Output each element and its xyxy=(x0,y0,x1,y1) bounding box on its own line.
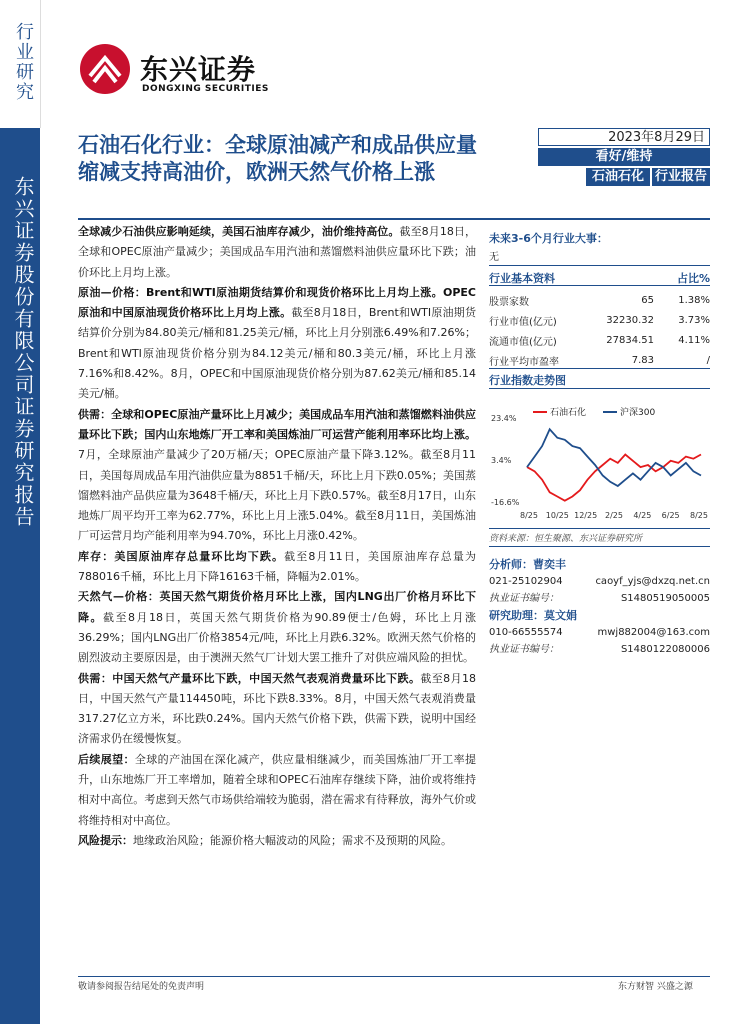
chart-source: 资料来源：恒生聚源、东兴证券研究所 xyxy=(489,534,643,544)
company-label: 东兴证券股份有限公司证券研究报告 xyxy=(11,176,35,528)
y-tick-label: 23.4% xyxy=(491,414,517,423)
paragraph-text: 截至8月11日，美国原油库存总量为788016千桶，环比上月下降16163千桶，降幅为2.01%。 xyxy=(78,549,476,584)
analyst-name: 曹奕丰 xyxy=(533,558,566,571)
header-divider xyxy=(78,218,710,220)
row-share: 1.38% xyxy=(678,294,710,306)
analyst-email[interactable]: mwj882004@163.com xyxy=(597,627,710,638)
analyst-name-row xyxy=(489,556,710,573)
analyst-email[interactable]: caoyf_yjs@dxzq.net.cn xyxy=(595,576,710,587)
y-tick-label: 3.4% xyxy=(491,456,512,465)
row-label: 行业市值(亿元) xyxy=(489,316,557,328)
logo-text-en: DONGXING SECURITIES xyxy=(142,84,269,94)
body-paragraph xyxy=(78,547,476,588)
series-line xyxy=(527,429,701,486)
row-label: 股票家数 xyxy=(489,296,529,308)
row-label: 流通市值(亿元) xyxy=(489,336,557,348)
analyst-card xyxy=(489,556,710,607)
category-label: 行业研究 xyxy=(13,22,34,102)
x-tick-label: 8/25 xyxy=(520,511,538,520)
row-value: 32230.32 xyxy=(606,314,654,326)
body-paragraph xyxy=(78,750,476,831)
paragraph-lead: 后续展望： xyxy=(78,752,135,766)
x-tick-label: 4/25 xyxy=(633,511,652,520)
paragraph-text: 截至8月18日，全球和OPEC原油产量减少；美国成品车用汽油和蒸馏燃料油供应量环比下跌；油价环比上月均上涨。 xyxy=(78,225,476,279)
report-type-tag: 行业报告 xyxy=(652,168,710,186)
paragraph-lead: 天然气—价格：英国天然气期货价格月环比上涨，国内LNG出厂价格月环比下降。 xyxy=(78,590,476,624)
body-paragraph xyxy=(78,587,476,668)
row-share: / xyxy=(706,354,710,366)
chart-legend xyxy=(533,406,655,418)
legend-label: 石油石化 xyxy=(550,408,587,418)
legend-label: 沪深300 xyxy=(620,408,656,418)
analyst-cert-row xyxy=(489,590,710,607)
row-value: 7.83 xyxy=(631,354,654,366)
row-value: 27834.51 xyxy=(606,334,654,346)
sidebar-divider xyxy=(489,368,710,369)
analyst-cert-row xyxy=(489,641,710,658)
paragraph-text: 地缘政治风险；能源价格大幅波动的风险；需求不及预期的风险。 xyxy=(133,833,452,847)
paragraph-lead: 全球减少石油供应影响延续，美国石油库存减少，油价维持高位。 xyxy=(78,225,400,238)
paragraph-text: 截至8月18日，Brent和WTI原油期货结算价分别为84.80美元/桶和81.25美元/桶，环比上月分别涨6.49%和7.26%；Brent和WTI原油现货价格分别为84.12美元/桶和80.3美元/桶，环比上月涨7.16%和8.42%。8月，OPEC和中国原油现货价格分别为87.62美元/桶和85.14美元/桶。 xyxy=(78,306,477,401)
x-tick-label: 10/25 xyxy=(545,511,569,520)
paragraph-lead: 原油—价格：Brent和WTI原油期货结算价和现货价格环比上月均上涨。OPEC原油和中国原油现货价格环比上月均上涨。 xyxy=(78,285,476,320)
analyst-role: 分析师： xyxy=(489,558,533,571)
analyst-role: 研究助理： xyxy=(489,609,544,622)
report-title: 石油石化行业：全球原油减产和成品供应量缩减支持高油价，欧洲天然气价格上涨 xyxy=(78,133,477,184)
table-row xyxy=(489,330,710,350)
left-strip-top xyxy=(0,0,41,128)
body-paragraph xyxy=(78,831,476,851)
x-tick-label: 8/25 xyxy=(690,511,708,520)
row-value: 65 xyxy=(641,294,654,306)
analyst-card xyxy=(489,607,710,658)
sidebar-divider xyxy=(489,546,710,547)
analyst-name-row xyxy=(489,607,710,624)
body-paragraph xyxy=(78,283,476,405)
index-trend-chart xyxy=(489,398,710,526)
outlook-heading: 未来3-6个月行业大事： xyxy=(489,232,608,245)
sidebar-divider xyxy=(489,528,710,529)
paragraph-lead: 供需：全球和OPEC原油产量环比上月减少；美国成品车用汽油和蒸馏燃料油供应量环比下跌；国内山东地炼厂开工率和美国炼油厂可运营产能利用率环比均上涨。 xyxy=(78,407,476,441)
analyst-contact-row xyxy=(489,624,710,641)
table-row xyxy=(489,290,710,310)
index-trend-heading: 行业指数走势图 xyxy=(489,374,566,387)
paragraph-lead: 供需：中国天然气产量环比下跌，中国天然气表观消费量环比下跌。 xyxy=(78,671,421,685)
left-strip-bottom xyxy=(0,128,40,1024)
sidebar-divider xyxy=(489,265,710,266)
cert-number: S1480122080006 xyxy=(620,644,710,655)
rating-badge: 看好/维持 xyxy=(538,148,710,166)
industry-info-heading xyxy=(489,270,710,286)
paragraph-text: 截至8月18日，中国天然气产量114450吨，环比下跌8.33%。8月，中国天然气表观消费量317.27亿立方米，环比跌0.24%。国内天然气价格下跌，供需下跌，说明中国经济需求仍在缓慢恢复。 xyxy=(78,671,477,746)
x-tick-label: 6/25 xyxy=(661,511,680,520)
table-row xyxy=(489,310,710,330)
sidebar-divider xyxy=(489,388,710,389)
sidebar-divider xyxy=(489,285,710,286)
analyst-phone: 010-66555574 xyxy=(489,627,563,638)
paragraph-text: 截至8月18日，英国天然气期货价格为90.89便士/色姆，环比上月涨36.29%；国内LNG出厂价格3854元/吨，环比上月跌6.32%。欧洲天然气价格的剧烈波动主要原因是，由于澳洲天然气厂计划大罢工推升了对供应端风险的担忧。 xyxy=(78,610,477,665)
analyst-contact-row xyxy=(489,573,710,590)
y-tick-label: -16.6% xyxy=(491,498,520,507)
analyst-name: 莫文娟 xyxy=(544,609,577,622)
company-logo-mark xyxy=(80,44,130,94)
body-paragraph xyxy=(78,669,476,750)
row-label: 行业平均市盈率 xyxy=(489,356,559,368)
cert-label: 执业证书编号： xyxy=(489,644,559,655)
footer-divider xyxy=(78,976,710,977)
body-paragraph xyxy=(78,222,476,283)
industry-info-title: 行业基本资料 xyxy=(489,272,555,285)
x-tick-label: 2/25 xyxy=(605,511,623,520)
footer-slogan: 东方财智 兴盛之源 xyxy=(618,982,693,992)
body-paragraph xyxy=(78,405,476,547)
cert-label: 执业证书编号： xyxy=(489,593,559,604)
share-column-header: 占比% xyxy=(676,272,710,285)
report-date: 2023年8月29日 xyxy=(538,128,710,146)
paragraph-text: 全球的产油国在深化减产，供应量相继减少，而美国炼油厂开工率提升，山东地炼厂开工率增加，随着全球和OPEC石油库存继续下降，油价或将维持相对中高位。考虑到天然气市场供给端较为脆弱，潜在需求有待释放，海外气价或将维持相对中高位。 xyxy=(78,752,477,827)
report-body xyxy=(78,222,476,851)
footer-disclaimer: 敬请参阅报告结尾处的免责声明 xyxy=(78,982,205,992)
paragraph-lead: 风险提示： xyxy=(78,833,133,847)
industry-info-table xyxy=(489,290,710,370)
analyst-phone: 021-25102904 xyxy=(489,576,563,587)
series-line xyxy=(527,455,701,501)
outlook-value: 无 xyxy=(489,252,499,263)
paragraph-text: 7月，全球原油产量减少了20万桶/天；OPEC原油产量下降3.12%。截至8月11日，美国每周成品车用汽油供应量为8851千桶/天，环比上月下跌0.05%；美国蒸馏燃料油产品供应量为3648千桶/天，环比上月下跌0.57%。截至8月17日，山东地炼厂周平均开工率为62.77%，环比上月上涨5.04%。截至8月11日，美国炼油厂可运营月均产能利用率为94.70%，环比上月涨0.42%。 xyxy=(78,448,476,543)
analyst-list xyxy=(489,556,710,658)
table-row xyxy=(489,350,710,370)
logo-text-cn: 东兴证券 xyxy=(140,53,257,86)
paragraph-lead: 库存：美国原油库存总量环比均下跌。 xyxy=(78,549,285,563)
sector-tag: 石油石化 xyxy=(586,168,650,186)
cert-number: S1480519050005 xyxy=(620,593,710,604)
chart-series xyxy=(527,429,701,500)
row-share: 3.73% xyxy=(678,314,710,326)
x-tick-label: 12/25 xyxy=(574,511,598,520)
row-share: 4.11% xyxy=(678,334,710,346)
